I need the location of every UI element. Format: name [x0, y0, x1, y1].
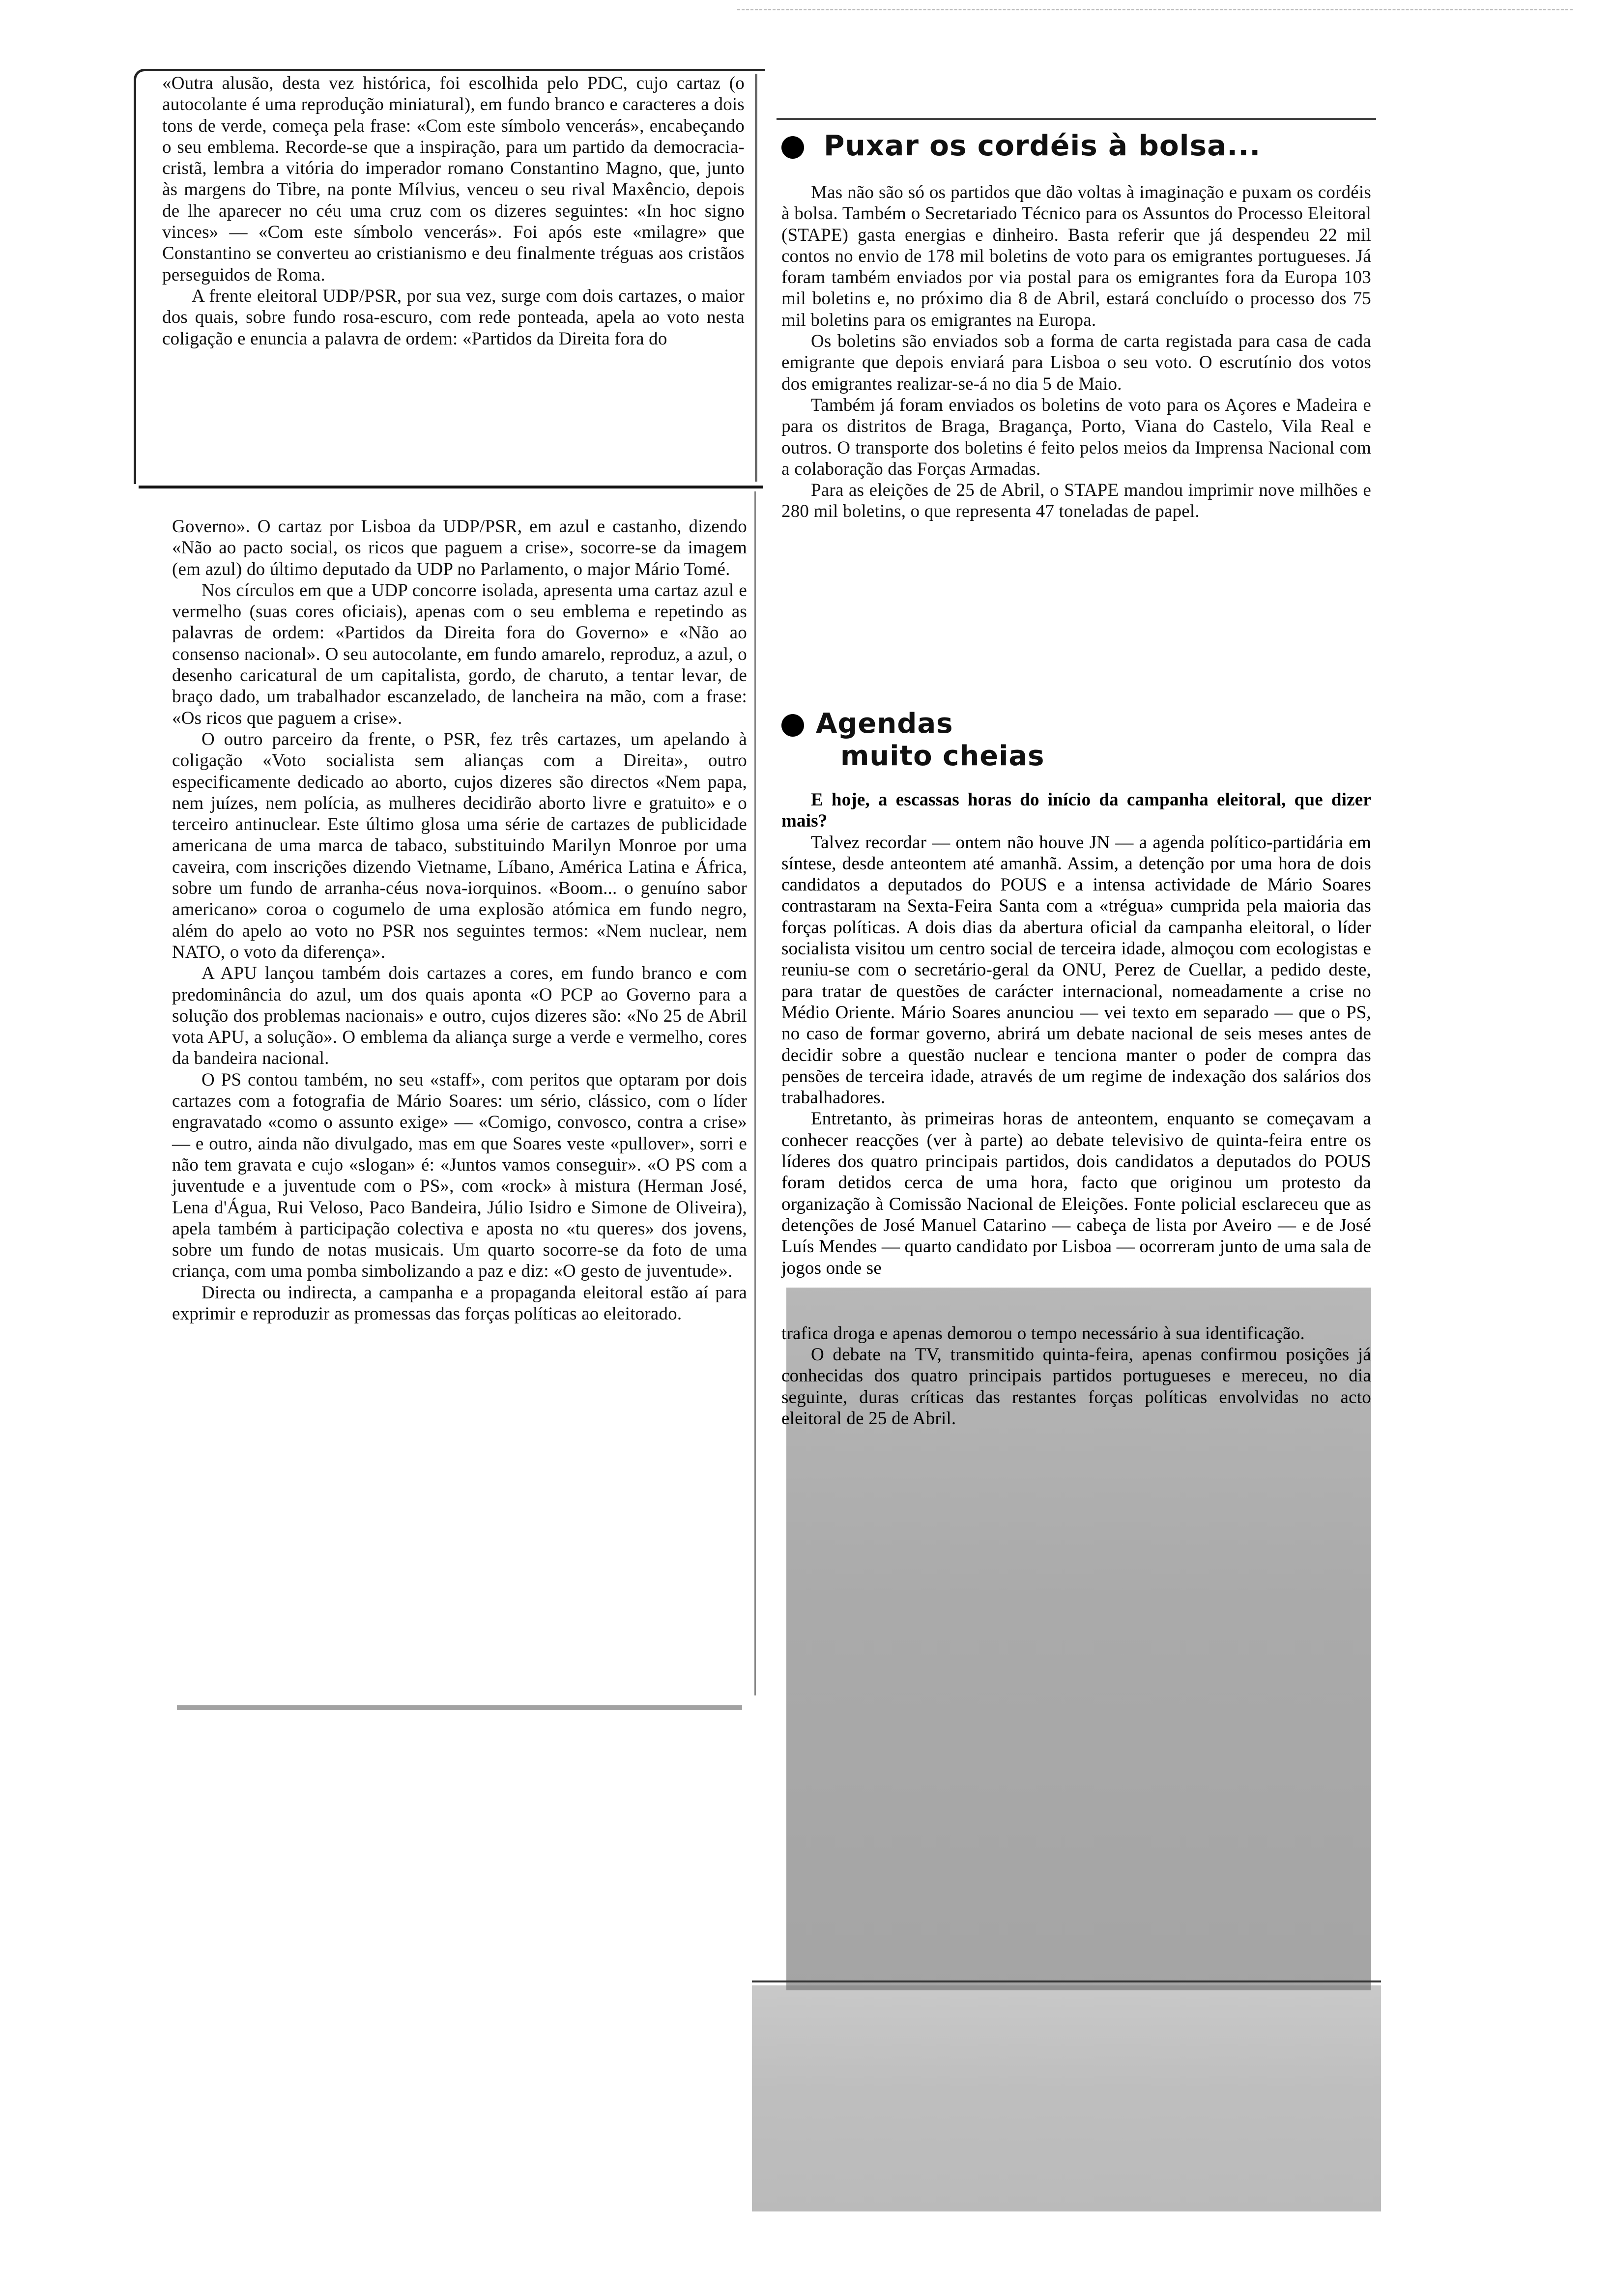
scan-noise [737, 9, 1573, 15]
bullet-icon [781, 714, 804, 737]
left-box-text [162, 73, 745, 349]
left-column [172, 516, 747, 1324]
left-paragraph: O outro parceiro da frente, o PSR, fez três cartazes, um apelando à coligação «Voto socialista sem alianças com a Direita», outro especificamente dedicado ao aborto, cujos dizeres são directos «Nem papa, nem juízes, nem polícia, as mulheres decidirão aborto livre e gratuito» e o terceiro antinuclear. Este último glosa uma série de cartazes de publicidade americana de uma marca de tabaco, substituindo Marilyn Monroe por uma caveira, com inscrições dizendo Vietname, Líbano, América Latina e África, sobre um fundo de arranha-céus nova-iorquinos. «Boom... o genuíno sabor americano» coroa o cogumelo de uma explosão atómica em fundo negro, além do apelo ao voto no PSR nos seguintes termos: «Nem nuclear, nem NATO, o voto da diferença». [172, 729, 747, 962]
column-divider [754, 491, 756, 1695]
bullet-icon [781, 136, 804, 159]
right-paragraph: Talvez recordar — ontem não houve JN — a agenda político-partidária em síntese, desde anteontem até amanhã. Assim, a detenção por uma hora de dois candidatos a deputados do POUS e a intensa actividade de Mário Soares contrastaram na Sexta-Feira Santa com a «trégua» cumprida pela maioria das forças políticas. A dois dias da abertura oficial da campanha eleitoral, o líder socialista visitou um centro social de terceira idade, almoçou com ecologistas e reuniu-se com o secretário-geral da ONU, Perez de Cuellar, a pedido deste, para tratar de questões de carácter internacional, nomeadamente a crise no Médio Oriente. Mário Soares anunciou — vei texto em separado — que o PS, no caso de formar governo, abrirá um debate nacional de seis meses antes de decidir sobre a questão nuclear e tenciona manter o poder de compra das pensões de terceira idade, através de um regime de indexação dos salários dos trabalhadores. [781, 832, 1371, 1108]
left-box-bottom-rule [139, 486, 763, 488]
right-top-rule [777, 118, 1376, 120]
right-paragraph: Entretanto, às primeiras horas de anteontem, enquanto se começavam a conhecer reacções (ver à parte) ao debate televisivo de quinta-feira entre os líderes dos quatro principais partidos, dois candidatos a deputados do POUS foram detidos cerca de uma hora, facto que originou um protesto da organização à Comissão Nacional de Eleições. Fonte policial esclareceu que as detenções de José Manuel Catarino — cabeça de lista por Aveiro — e de José Luís Mendes — quarto candidato por Lisboa — ocorreram junto de uma sala de jogos onde se [781, 1109, 1371, 1278]
right-paragraph: Para as eleições de 25 de Abril, o STAPE mandou imprimir nove milhões e 280 mil boletins, o que representa 47 toneladas de papel. [781, 480, 1371, 522]
right-paragraph: Também já foram enviados os boletins de voto para os Açores e Madeira e para os distritos de Braga, Bragança, Porto, Viana do Castelo, Vila Real e outros. O transporte dos boletins é feito pelos meios da Imprensa Nacional com a colaboração das Forças Armadas. [781, 395, 1371, 479]
left-box-right-rule [755, 74, 757, 482]
left-paragraph: O PS contou também, no seu «staff», com peritos que optaram por dois cartazes com a fotografia de Mário Soares: um sério, clássico, com o líder engravatado «como o assunto exige» — «Comigo, convosco, contra a crise» — e outro, ainda não divulgado, mas em que Soares veste «pullover», sorri e não tem gravata e cujo «slogan» é: «Juntos vamos conseguir». «O PS com a juventude e a juventude com o PS», com «rock» à mistura (Herman José, Lena d'Água, Rui Veloso, Paco Bandeira, Júlio Isidro e Simone de Oliveira), apela também à participação colectiva e aposta no «tu queres» dos jovens, sobre um fundo de notas musicais. Um quarto socorre-se da foto de uma criança, com uma pomba simbolizando a paz e diz: «O gesto de juventude». [172, 1069, 747, 1282]
left-box-paragraph: «Outra alusão, desta vez histórica, foi escolhida pelo PDC, cujo cartaz (o autocolante é uma reprodução miniatural), em fundo branco e caracteres a dois tons de verde, começa pela frase: «Com este símbolo vencerás», encabeçando o seu emblema. Recorde-se que a inspiração, para um partido da democracia-cristã, lembra a vitória do imperador romano Constantino Magno, que, junto às margens do Tibre, na ponte Mílvius, venceu o seu rival Maxêncio, depois de lhe aparecer no céu uma cruz com os dizeres seguintes: «In hoc signo vinces» — «Com este símbolo vencerás». Foi após este «milagre» que Constantino se converteu ao cristianismo e deu finalmente tréguas aos cristãos perseguidos de Roma. [162, 73, 745, 285]
right-paragraph: Os boletins são enviados sob a forma de carta registada para casa de cada emigrante que depois enviará para Lisboa o seu voto. O escrutínio dos votos dos emigrantes realizar-se-á no dia 5 de Maio. [781, 331, 1371, 394]
right-top-section [781, 129, 1371, 522]
section-heading: Puxar os cordéis à bolsa... [781, 129, 1371, 162]
left-column-bottom-noise [177, 1705, 742, 1710]
right-paragraph: Mas não são só os partidos que dão voltas à imaginação e puxam os cordéis à bolsa. Também o Secretariado Técnico para os Assuntos do Processo Eleitoral (STAPE) gasta energias e dinheiro. Basta referir que já despendeu 22 mil contos no envio de 178 mil boletins de voto para os emigrantes portugueses. Já foram também enviados por via postal para os emigrantes fora da Europa 103 mil boletins e, no próximo dia 8 de Abril, estará concluído o processo dos 75 mil boletins para os emigrantes na Europa. [781, 182, 1371, 330]
right-paragraph: trafica droga e apenas demorou o tempo necessário à sua identificação. [781, 1323, 1305, 1344]
left-box-paragraph: A frente eleitoral UDP/PSR, por sua vez, surge com dois cartazes, o maior dos quais, sobre fundo rosa-escuro, com rede ponteada, apela ao voto nesta coligação e enuncia a palavra de ordem: «Partidos da Direita fora do [162, 286, 745, 349]
right-paragraph: E hoje, a escassas horas do início da campanha eleitoral, que dizer mais? [781, 790, 1371, 832]
right-paragraph: O debate na TV, transmitido quinta-feira, apenas confirmou posições já conhecidas dos quatro principais partidos portugueses e mereceu, no dia seguinte, duras críticas das restantes forças políticas envolvidas no acto eleitoral de 25 de Abril. [781, 1345, 1371, 1429]
section-heading: Agendas muito cheias [781, 708, 1371, 773]
right-bottom-section [781, 708, 1371, 1429]
scan-darkened-area-lower [752, 1985, 1381, 2211]
left-paragraph: Nos círculos em que a UDP concorre isolada, apresenta uma cartaz azul e vermelho (suas cores oficiais), apenas com o seu emblema e repetindo as palavras de ordem: «Partidos da Direita fora do Governo» e «Não ao consenso nacional». O seu autocolante, em fundo amarelo, reproduz, a azul, o desenho caricatural de um capitalista, gordo, de charuto, a tentar levar, de braço dado, um trabalhador escanzelado, de lancheira na mão, com a frase: «Os ricos que paguem a crise». [172, 580, 747, 728]
left-paragraph: A APU lançou também dois cartazes a cores, em fundo branco e com predominância do azul, um dos quais aponta «O PCP ao Governo para a solução dos problemas nacionais» e outro, cujos dizeres são: «No 25 de Abril vota APU, a solução». O emblema da aliança surge a verde e vermelho, cores da bandeira nacional. [172, 963, 747, 1069]
right-bottom-rule [752, 1980, 1381, 1982]
left-paragraph: Directa ou indirecta, a campanha e a propaganda eleitoral estão aí para exprimir e reproduzir as promessas das forças políticas ao eleitorado. [172, 1282, 747, 1324]
left-paragraph: Governo». O cartaz por Lisboa da UDP/PSR, em azul e castanho, dizendo «Não ao pacto social, os ricos que paguem a crise», socorre-se da imagem (em azul) do último deputado da UDP no Parlamento, o major Mário Tomé. [172, 517, 747, 579]
